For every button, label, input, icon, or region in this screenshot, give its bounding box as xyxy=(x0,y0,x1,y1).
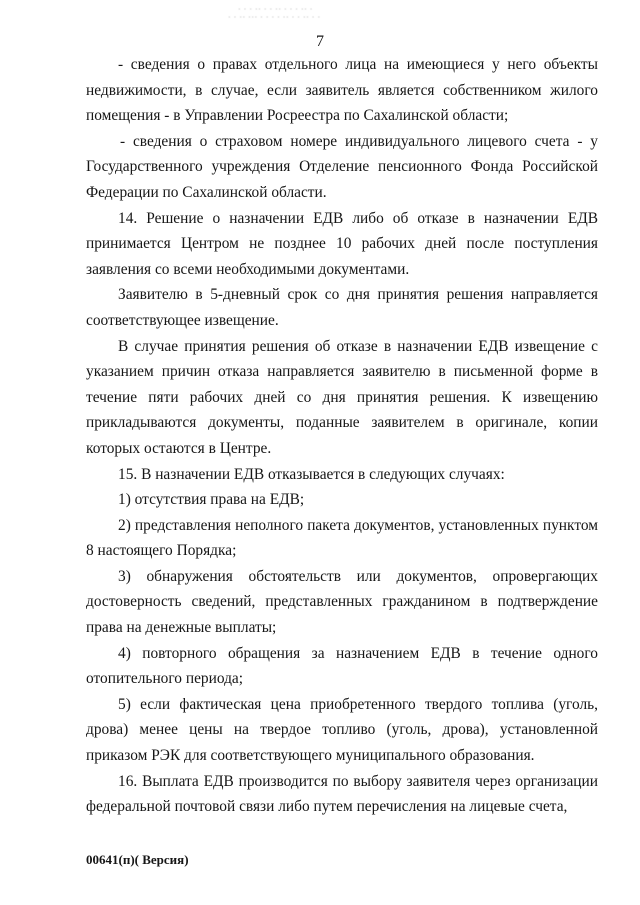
list-item: 4) повторного обращения за назначением ЕДВ в течение одного отопительного периода; xyxy=(86,644,598,688)
list-item: 3) обнаружения обстоятельств или документов, опровергающих достоверность сведений, представленных гражданином в подтверждение права на денежные выплаты; xyxy=(86,567,598,637)
paragraph: 14. Решение о назначении ЕДВ либо об отказе в назначении ЕДВ принимается Центром не позднее 10 рабочих дней после поступления заявления со всеми необходимыми документами. xyxy=(86,209,598,278)
page-number: 7 xyxy=(316,33,324,50)
stamp-line: · · ·· ··· · · · · ·· · · ·· · · xyxy=(228,13,321,22)
list-item: 5) если фактическая цена приобретенного твердого топлива (уголь, дрова) менее цены на твердое топливо (уголь, дрова), установленной приказом РЭК для соответствующего муниципального образования. xyxy=(86,695,598,765)
paragraph: - сведения о страховом номере индивидуального лицевого счета - у Государственного учреждения Отделение пенсионного Фонда Российской Федерации по Сахалинской области. xyxy=(86,132,598,201)
paragraph: Заявителю в 5-дневный срок со дня принятия решения направляется соответствующее извещение. xyxy=(86,286,598,329)
list-item: 1) отсутствия права на ЕДВ; xyxy=(118,491,305,509)
faint-stamp-text xyxy=(228,6,398,28)
paragraph: 16. Выплата ЕДВ производится по выбору заявителя через организации федеральной почтовой связи либо путем перечисления на лицевые счета, xyxy=(86,772,598,816)
list-item: 2) представления неполного пакета документов, установленных пунктом 8 настоящего Порядка; xyxy=(86,516,598,560)
document-body xyxy=(86,52,598,820)
paragraph: В случае принятия решения об отказе в назначении ЕДВ извещение с указанием причин отказа направляется заявителю в письменной форме в течение пяти рабочих дней со дня принятия решения. К извещению прикладываются документы, поданные заявителем в оригинале, копии которых остаются в Центре. xyxy=(86,337,598,457)
paragraph: - сведения о правах отдельного лица на имеющиеся у него объекты недвижимости, в случае, если заявитель является собственником жилого помещения - в Управлении Росреестра по Сахалинской области; xyxy=(86,56,598,125)
stamp-line: · · · ·· · · ·· · · · ·· · xyxy=(238,5,313,14)
document-footer-code: 00641(п)( Версия) xyxy=(86,852,189,867)
paragraph: 15. В назначении ЕДВ отказывается в следующих случаях: xyxy=(118,465,505,483)
